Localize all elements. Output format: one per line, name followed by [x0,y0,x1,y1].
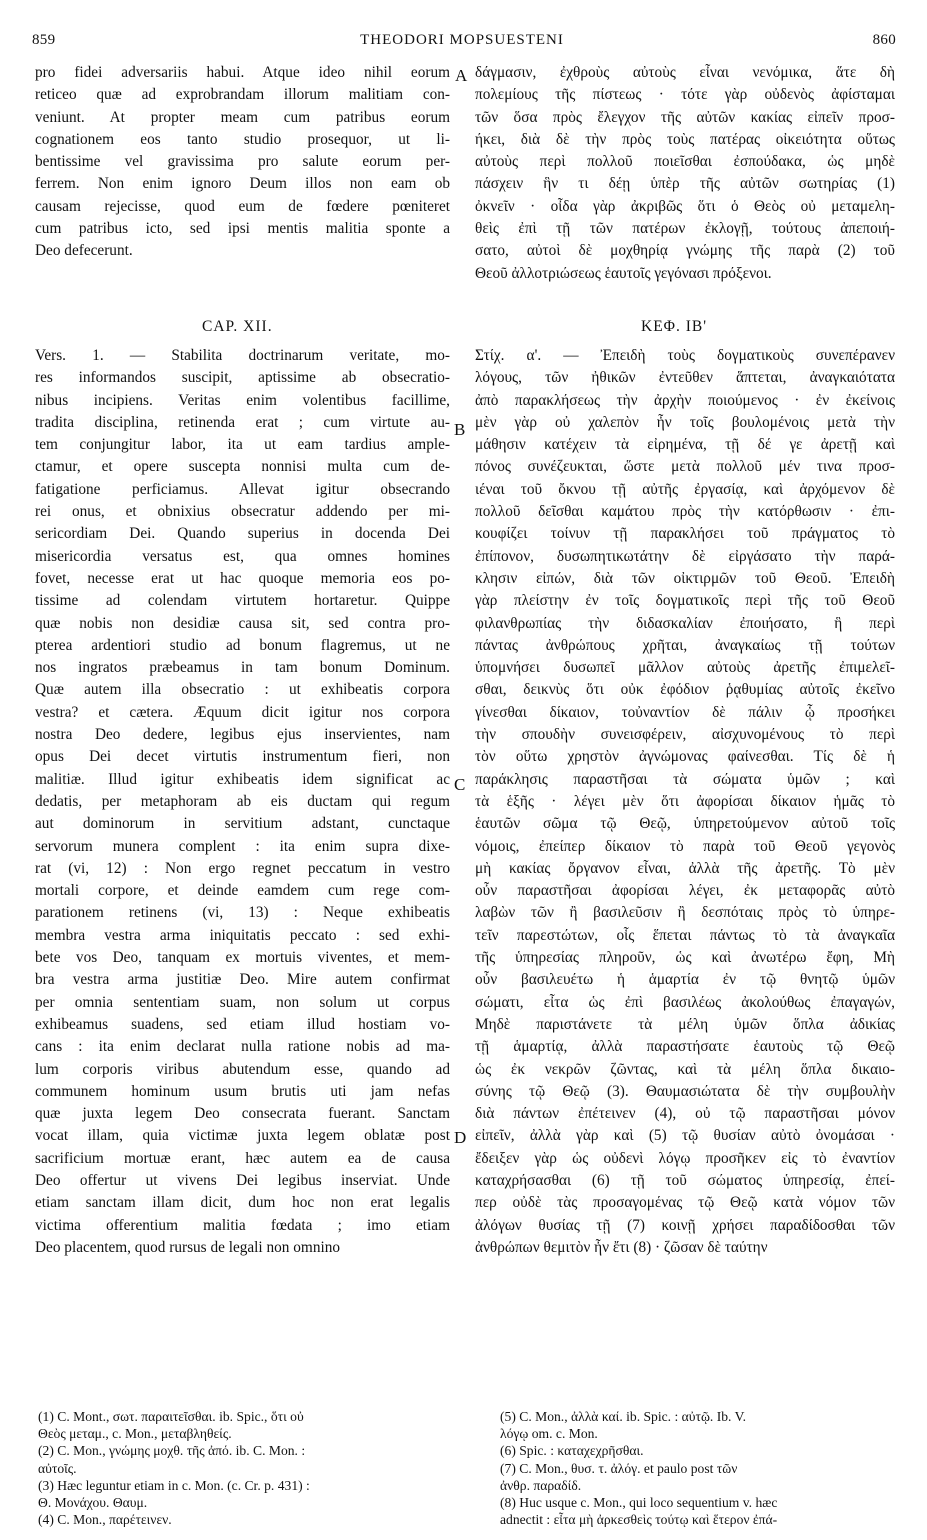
text-line: vocat illam, quia victimæ juxta legem oblatæ post [35,1127,450,1145]
text-line: αὐτοῖς. [38,1460,77,1476]
text-line: Μηδὲ παριστάνετε τὰ μέλη ὑμῶν ὅπλα ἀδικίας [475,1015,895,1033]
text-line: sacrificium mortuæ erant, hæc autem ea de causa [35,1149,450,1167]
text-line: (2) C. Mon., γνώμης μοχθ. τῆς ἀπό. ib. C. Mon. : [38,1443,306,1459]
text-line: θεὶς ἐπὶ τῇ τῶν πατέρων ἐκλογῇ, τούτους ἀπεποιή- [475,220,895,238]
text-line: δάγμασιν, ἐχθροὺς αὐτοὺς εἶναι νενόμικα, ἅτε δὴ [475,64,895,81]
text-line: πάσχειν ἣν τι δέῃ ὑπὲρ τῆς αὐτῶν σωτηρίας (1) [475,175,895,193]
text-line: quæ juxta legem Deo consecrata fuerant. Sanctam [35,1105,450,1123]
text-line: cognationem eos tanto studio prosequor, ut li- [35,130,450,148]
text-line: pterea ardentiori studio ad bonum flagremus, ut ne [35,636,450,654]
text-line: τὸν οὕτω χρηστὸν ἀγνώμονας φαίνεσθαι. Τίς δὲ ἡ [475,748,895,766]
text-line: οὖν βασιλευέτω ἡ ἁμαρτία ἐν τῷ θνητῷ ὑμῶν [475,971,895,989]
text-line: Quæ autem illa obsecratio : ut exhibeatis corpora [35,681,450,699]
text-line: ὑπομνήσει δυσωπεῖ μᾶλλον αὐτοὺς ἀρετῆς ἐπιμελεῖ- [475,659,895,677]
text-line: rat (vi, 12) : Non ergo regnet peccatum in vestro [35,859,450,877]
text-line: Θεὸς μεταμ., c. Mon., μεταβληθείς. [38,1426,232,1442]
text-line: τῇ ἁμαρτίᾳ, ἀλλὰ παραστήσατε ἑαυτοὺς τῷ Θεῷ [475,1038,895,1056]
text-line: fovet, necesse erat ut hac quoque memoria eos po- [35,569,450,587]
text-line: ιέναι τοῦ ὄκνου τῇ αὐτῆς ἐργασίᾳ, καὶ ἀρχόμενον δὲ [475,480,895,498]
text-line: ἀπὸ παρακλήσεως τὴν ἀρχὴν ποιούμενος · ἐν ἐκείνοις [475,391,895,409]
text-line: σθαι, δεικνὺς ὅτι οὐκ ἐφόδιον ῥᾳθυμίας αὐτοῖς ἐκεῖνο [475,681,895,699]
text-line: Deo placentem, quod rursus de legali non omnino [35,1238,341,1256]
text-line: rei onus, et obnixius obsecratur addendo per mi- [35,503,450,521]
text-line: σώματι, εἶτα ὡς ἐπὶ βασιλέως ἀκολούθως ἐπαγαγών, [475,993,895,1011]
text-line: (7) C. Mon., θυσ. τ. ἀλόγ. et paulo post τῶν [500,1460,738,1476]
text-line: καταχρήσασθαι (6) τῇ τοῦ σώματος ὑπηρεσίᾳ, ἐπεί- [475,1171,895,1189]
text-line: lum corporis viribus abutendum esse, quando ad [35,1060,450,1078]
text-line: reticeo quæ ad exprobrandam illorum malitiam con- [35,86,450,104]
text-line: μὴ κακίας ὄργανον εἶναι, ἀλλὰ τῆς ἀρετῆς. Τὸ μὲν [475,859,895,877]
text-line: πολλοῦ δεῖσθαι καμάτου πρὸς τὴν κατόρθωσιν · ἐπι- [475,503,895,521]
text-line: vestra? et cætera. Æquum dicit igitur nos corpora [35,703,450,721]
text-line: res informandos suscipit, aptissime ab obsecratio- [35,369,450,387]
text-line: ἔδειξεν γὰρ ὡς οὐδενὶ λόγῳ προσῆκεν εἰς τὸ ἐναντίον [475,1149,895,1167]
text-line: αὐτοὺς περὶ πολλοῦ ποιεῖσθαι ἐσπούδακα, ὡς μηδὲ [475,153,895,171]
margin-marker-a: A [455,66,468,85]
text-line: veniunt. At propter meam cum patribus eorum [35,108,450,126]
page-number-left: 859 [32,32,56,48]
text-line: dedatis, per metaphoram ab eis ductam qui regum [35,792,450,810]
text-line: ὀκνεῖν · οἶδα γὰρ ἀκριβῶς ὅτι ὁ Θεὸς οὐ μεταμελη- [475,197,895,215]
text-line: per omnia sententiam suam, non solum ut corpus [35,993,450,1011]
text-line: tissime ad colendam virtutem hortaretur. Quippe [35,592,450,610]
greek-column-top [475,62,895,285]
text-line: bete vos Deo, tanquam ex mortuis viventes, et mem- [35,949,450,967]
text-line: κλησιν εἰπών, διὰ τῶν οἰκτιρμῶν τοῦ Θεοῦ. Ἐπειδὴ [475,569,895,587]
footnotes-left [38,1408,458,1528]
text-line: sericordiam Dei. Quando superius in docenda Dei [35,525,450,543]
text-line: bra vestra arma justitiæ Deo. Mire autem confirmat [35,971,450,989]
margin-marker-b: B [454,420,466,439]
text-line: (4) C. Mon., παρέτεινεν. [38,1512,172,1528]
text-line: adnectit : εἶτα μὴ ἀρκεσθεὶς τούτῳ καὶ ἕτερον ἐπά- [500,1512,778,1528]
text-line: tradita disciplina, retinenda erat ; cum virtute au- [35,413,450,431]
text-line: Στίχ. α'. — Ἐπειδὴ τοὺς δογματικοὺς συνεπέρανεν [475,347,895,364]
text-line: ὡς ἐκ νεκρῶν ζῶντας, καὶ τὰ μέλη ὅπλα δικαιο- [475,1060,895,1078]
text-line: ferrem. Non enim ignoro Deum illos non eam ob [35,175,450,193]
text-line: ἐπίπονον, δυσωπητικωτάτην δὲ εἰργάσατο τὴν παρά- [475,547,895,565]
text-line: parationem retinens (vi, 13) : Neque exhibeatis [35,904,450,922]
text-line: misericordia versatus est, qua omnes homines [35,547,450,565]
text-line: quæ nobis non desidiæ causa sit, sed contra pro- [35,614,450,632]
text-line: παράκλησις παραστῆσαι τὰ σώματα ὑμῶν ; καὶ [475,770,895,788]
text-line: pro fidei adversariis habui. Atque ideo nihil eorum [35,64,450,81]
text-line: πόνος συνέζευκται, ὥστε μετὰ πολλοῦ μέν τινα προσ- [475,458,895,476]
text-line: Deo defecerunt. [35,242,133,260]
text-line: τῶν ὅσα πρὸς ἔλεγχον τῆς αὐτῶν κακίας εἰπεῖν προσ- [475,108,895,126]
page-number-right: 860 [872,32,896,48]
greek-chapter-heading: ΚΕΦ. ΙΒ' [641,318,708,335]
text-line: Θεοῦ ἀλλοτριώσεως ἑαυτοῖς γεγόνασι πρόξενοι. [475,264,772,282]
running-title: THEODORI MOPSUESTENI [360,32,564,48]
text-line: bentissime vel gravissima pro salute eorum per- [35,153,450,171]
latin-column-top [35,62,450,263]
text-line: φιλανθρωπίας τὴν διδασκαλίαν ἐποιήσατο, ἣ περὶ [475,614,895,632]
text-line: nostra Deo dedere, legibus ejus inservientes, nam [35,726,450,744]
text-line: γὰρ πλείστην ἐν τοῖς δογματικοῖς περὶ τῆς τοῦ Θεοῦ [475,592,895,610]
text-line: τῆς ὑπηρεσίας πληροῦν, ὡς καὶ ἀνωτέρω ἔφη, Μὴ [475,949,895,967]
text-line: τὴν σπουδὴν συνεισφέρειν, αἰσχυνομένους τὸ περὶ [475,726,895,744]
text-line: ἀλόγων θυσίας τῇ (7) κοινῇ χρήσει παραδίδοσθαι τῶν [475,1216,895,1234]
text-line: (5) C. Mon., ἀλλὰ καί. ib. Spic. : αὐτῷ. Ib. V. [500,1409,747,1424]
text-line: διὰ πάντων ἐπέτεινεν (4), οὐ τῷ παραστῆσαι μόνον [475,1105,895,1123]
text-line: Vers. 1. — Stabilita doctrinarum veritate, mo- [35,347,450,364]
text-line: εἰπεῖν, ἀλλὰ γὰρ καὶ (5) τῷ θυσίαν αὐτὸ ὀνομάσαι · [475,1127,895,1145]
text-line: οὖν παραστῆσαι ἀφορίσαι λέγει, ἐκ μεταφορᾶς αὐτὸ [475,882,895,900]
text-line: nos ingratos præbeamus in tam bonum Dominum. [35,659,450,677]
text-line: Deo offertur ut vivens Dei legibus inserviat. Unde [35,1171,450,1189]
text-line: λόγῳ om. c. Mon. [500,1426,598,1442]
margin-marker-c: C [454,775,466,794]
text-line: opus Dei decet virtutis instrumentum fieri, non [35,748,450,766]
text-line: etiam sanctam illam dicit, dum hoc non erat legalis [35,1194,450,1212]
margin-marker-d: D [454,1128,467,1147]
text-line: μὲν γὰρ οὐ χαλεπὸν ἦν τοῖς βουλομένοις μετὰ τὴν [475,413,895,431]
text-line: ἀνθρ. παραδίδ. [500,1477,582,1493]
text-line: mortali corpore, et deinde eamdem cum rege com- [35,882,450,900]
text-line: μάθησιν κατέχειν τὰ εἰρημένα, τῇ δέ γε ἀρετῇ καὶ [475,436,895,454]
text-line: ἀνθρώπων θεμιτὸν ἦν ἔτι (8) · ζῶσαν δὲ ταύτην [475,1238,768,1256]
text-line: (8) Huc usque c. Mon., qui loco sequentium v. hæc [500,1494,778,1510]
text-line: περ οὐδὲ τὰς προσαγομένας τῷ Θεῷ κατὰ νόμον τῶν [475,1194,895,1212]
text-line: cans : ita enim declarat nulla ratione nobis ad ma- [35,1038,450,1056]
text-line: γίνεσθαι δίκαιον, τοὐναντίον δὲ πάλιν ᾧ προσήκει [475,703,895,721]
text-line: ήκει, διὰ δὲ τὴν πρὸς τοὺς πατέρας οἰκειότητα οὕτως [475,130,895,148]
text-line: σατο, αὐτοὶ δὲ μοχθηρίᾳ γνώμης τῆς παρὰ (2) τοῦ [475,242,895,260]
text-line: tem conjungitur labor, ita ut eam tardius ample- [35,436,450,454]
text-line: ἑαυτῶν σῶμα τῷ Θεῷ, ὑπηρετούμενον αὐτοῦ τοῖς [475,815,895,833]
text-line: λόγους, τῶν ἠθικῶν ἐντεῦθεν ἅπτεται, ἀναγκαιότατα [475,369,895,387]
text-line: communem hominum usum brutis uti jam nefas [35,1082,450,1100]
text-line: malitiæ. Illud igitur exhibeatis idem significat ac [35,770,450,788]
text-line: fatigatione perficiamus. Allevat igitur obsecrando [35,480,450,498]
text-line: τεῖν παρεστώτων, οἷς ἕπεται πάντως τὸ τὰ ἀναγκαῖα [475,926,895,944]
text-line: νόμοις, ἐπείπερ δίκαιον τὸ παρὰ τοῦ Θεοῦ γεγονὸς [475,837,895,855]
text-line: victima offerentium malitia fœdata ; imo etiam [35,1216,450,1234]
text-line: λαβὼν τῶν ἢ βασιλεῦσιν ἢ δεσπόταις πρὸς τὸ ὑπηρε- [475,904,895,922]
text-line: Θ. Μονάχου. Θαυμ. [38,1494,148,1510]
text-line: cum patribus icto, sed ipsi mentis malitia sponte a [35,220,450,238]
text-line: σύνης τῷ Θεῷ (3). Θαυμασιώτατα δὲ τὴν συμβουλὴν [475,1082,895,1100]
text-line: nibus incipiens. Veritas enim volentibus facillime, [35,391,450,409]
text-line: membra vestra arma iniquitatis peccato : sed exhi- [35,926,450,944]
footnotes-right [500,1408,895,1528]
text-line: (6) Spic. : καταχεχρῆσθαι. [500,1443,644,1459]
text-line: exhibeamus suadens, sed etiam illud hostiam vo- [35,1015,450,1033]
text-line: causam rejecisse, quod eum de fœdere pœniteret [35,197,450,215]
text-line: κουφίζει τοίνυν τῇ παρακλήσει τοῦ πράγματος τὸ [475,525,895,543]
text-line: (1) C. Mont., σωτ. παραιτεῖσθαι. ib. Spic., ὅτι οὐ [38,1409,304,1424]
text-line: (3) Hæc leguntur etiam in c. Mon. (c. Cr. p. 431) : [38,1477,310,1493]
latin-column-main [35,345,450,1259]
text-line: aut dominorum in servitium adstant, cunctaque [35,815,450,833]
page-header [28,32,896,56]
text-line: servorum munera complent : ita enim supra dixe- [35,837,450,855]
text-line: τὰ ἑξῆς · λέγει μὲν ὅτι ἀφορίσαι δίκαιον ἡμᾶς τὸ [475,792,895,810]
greek-column-main [475,345,895,1259]
text-line: ctamur, et opere suscepta nonnisi multa cum de- [35,458,450,476]
latin-chapter-heading: CAP. XII. [202,318,273,335]
text-line: πολεμίους τῆς πίστεως · τότε γὰρ οὐδενὸς ἀφίσταμαι [475,86,895,104]
text-line: πάντας ἀνθρώπους χρῆται, ἀναγκαίως τῇ τούτων [475,636,895,654]
